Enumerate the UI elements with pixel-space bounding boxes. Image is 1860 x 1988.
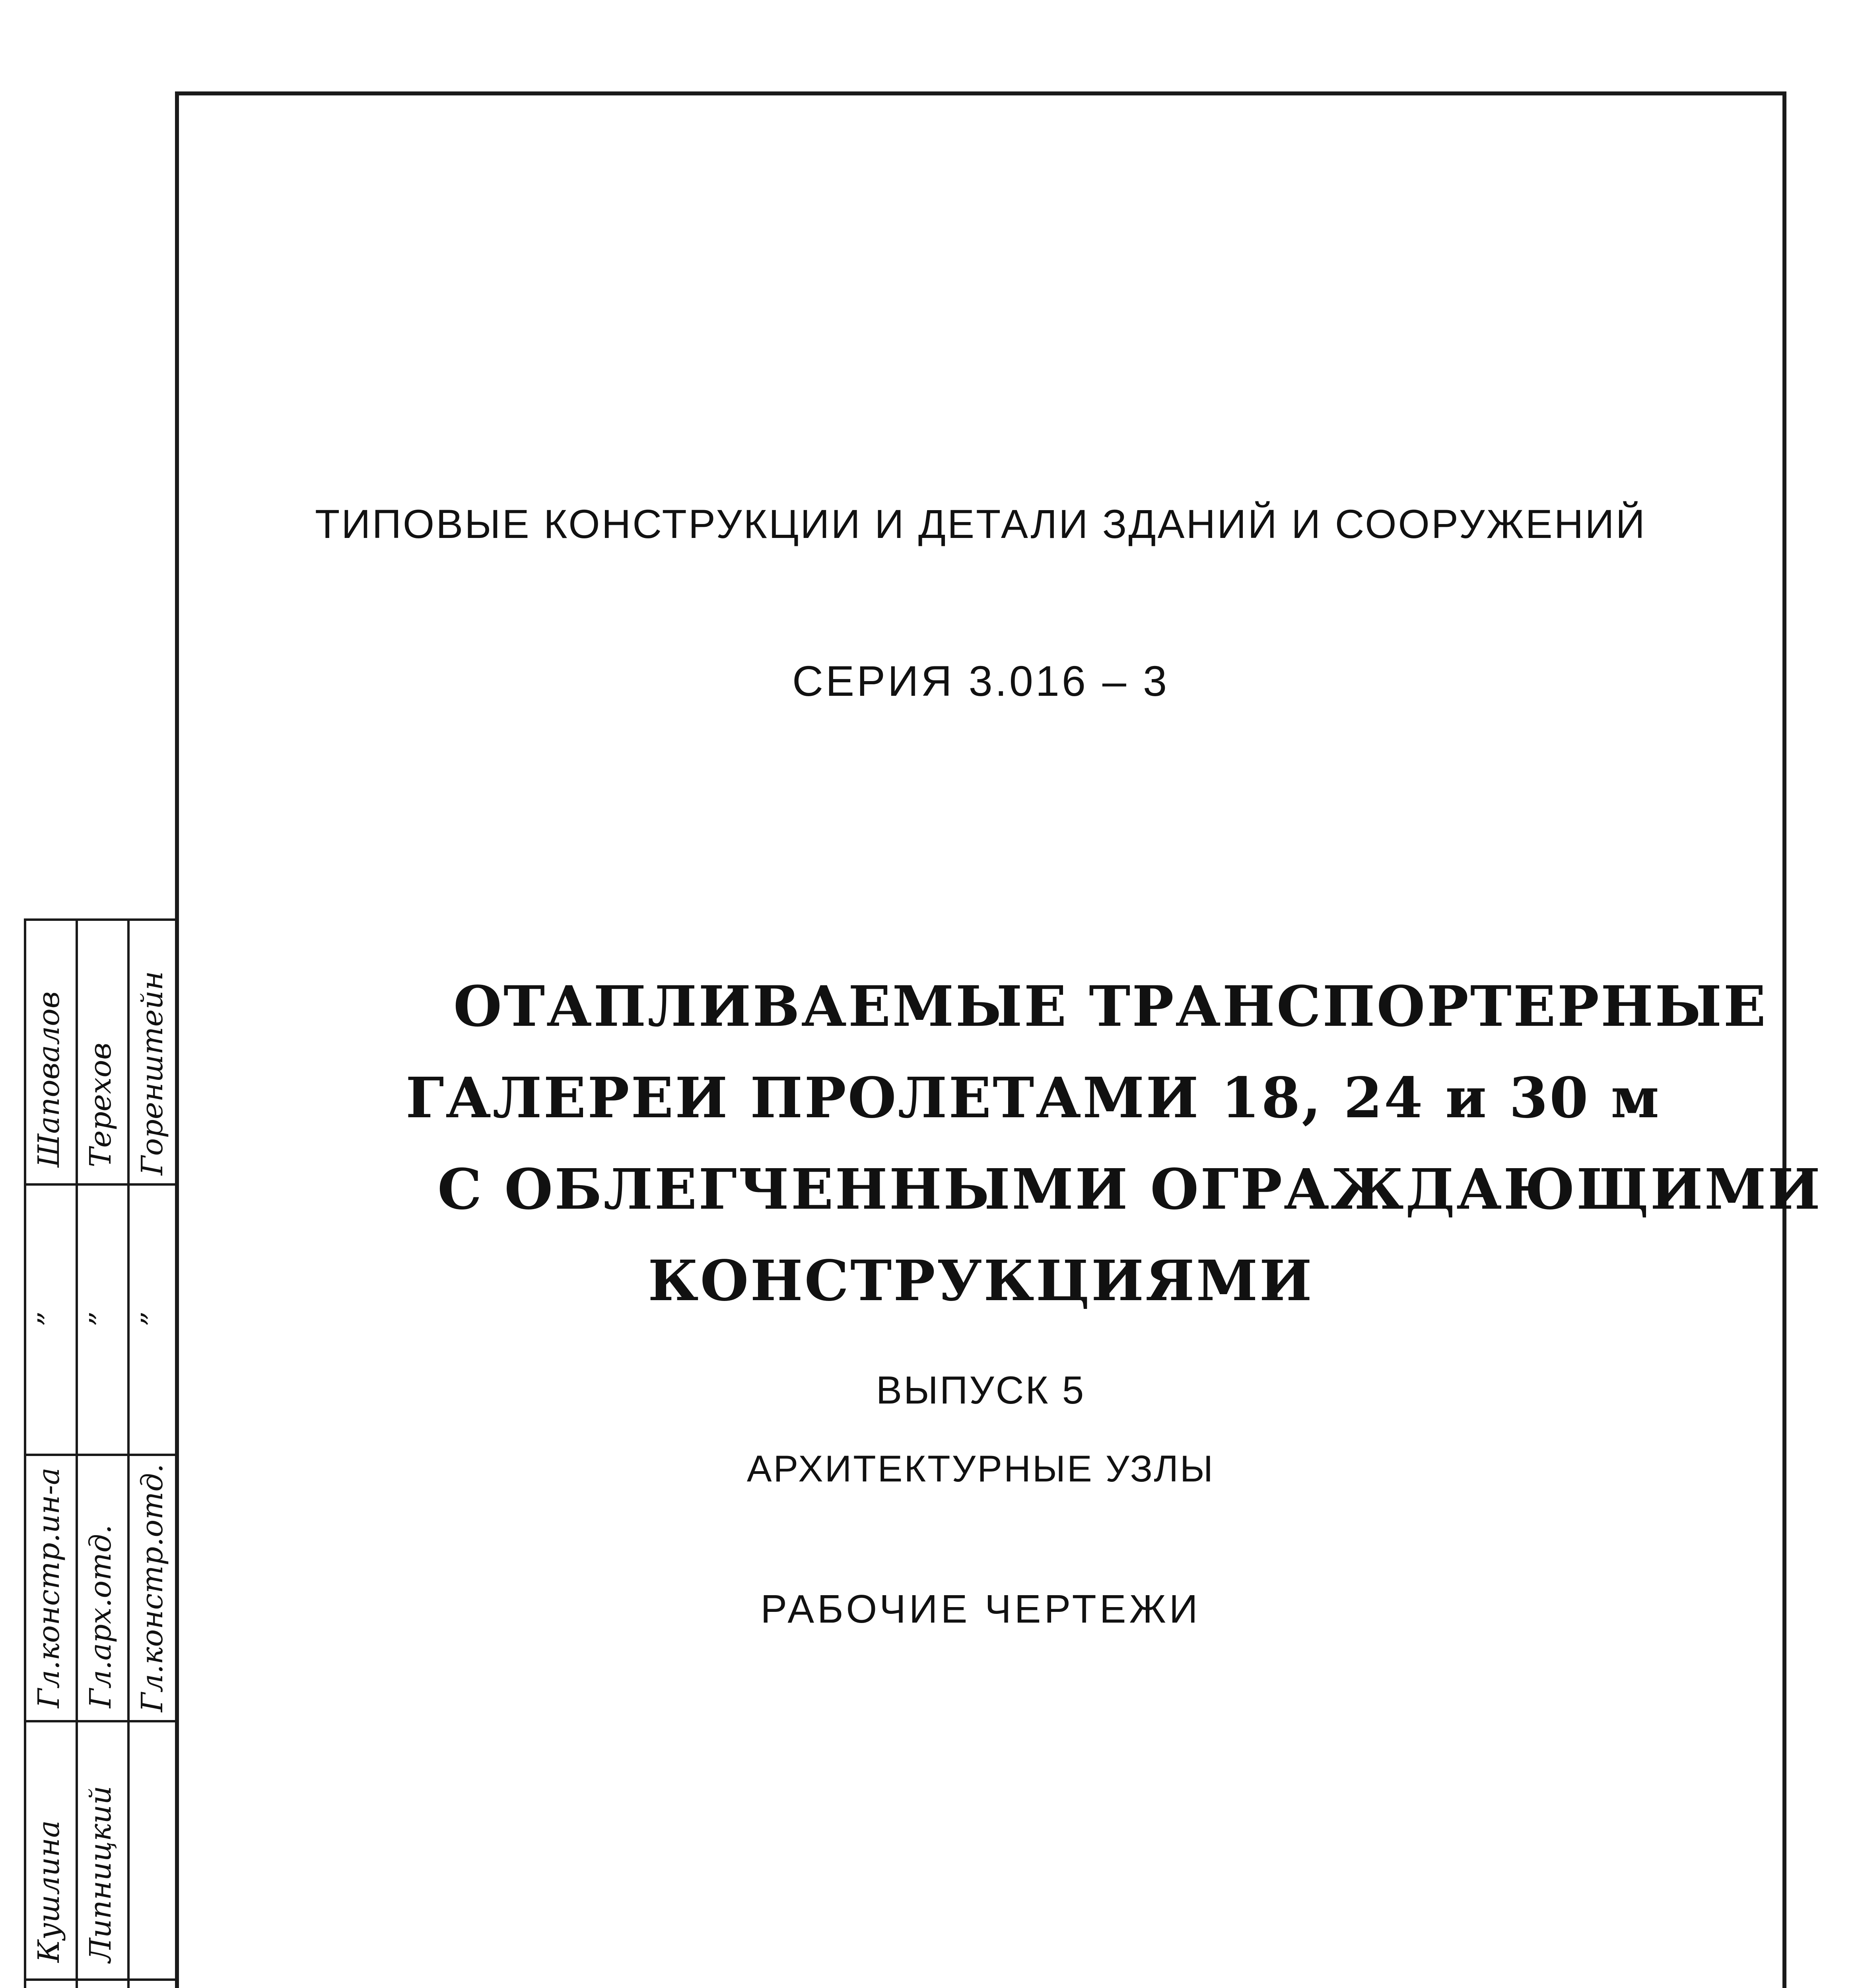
issue-label: ВЫПУСК 5 <box>876 1368 1086 1412</box>
stamp-row-divider <box>26 1978 177 1981</box>
stamp-name: Липницкий <box>84 1786 118 1963</box>
stamp-position: Гл.констр.ин-а <box>32 1467 66 1708</box>
stamp-position: Гл.арх.отд. <box>84 1524 118 1708</box>
drawings-label: РАБОЧИЕ ЧЕРТЕЖИ <box>760 1587 1201 1631</box>
title-line-2: ГАЛЕРЕИ ПРОЛЕТАМИ 18, 24 и 30 м <box>406 1066 1661 1131</box>
stamp-name: Терехов <box>84 1043 118 1167</box>
stamp-ditto: ” <box>32 1311 66 1326</box>
stamp-name: Кушлина <box>32 1820 66 1963</box>
subtitle: АРХИТЕКТУРНЫЕ УЗЛЫ <box>746 1448 1215 1489</box>
stamp-ditto: ” <box>135 1311 169 1326</box>
stamp-name: Горенштейн <box>135 971 169 1175</box>
header-line: ТИПОВЫЕ КОНСТРУКЦИИ И ДЕТАЛИ ЗДАНИЙ И СООРУЖЕНИЙ <box>315 501 1646 547</box>
title-line-4: КОНСТРУКЦИЯМИ <box>648 1248 1314 1314</box>
title-line-1: ОТАПЛИВАЕМЫЕ ТРАНСПОРТЕРНЫЕ <box>453 974 1768 1039</box>
page-frame <box>175 91 1786 1988</box>
stamp-row-divider <box>26 1454 177 1456</box>
stamp-row-divider <box>26 1183 177 1186</box>
series-label: СЕРИЯ 3.016 – 3 <box>792 657 1170 705</box>
title-line-3: С ОБЛЕГЧЕННЫМИ ОГРАЖДАЮЩИМИ <box>437 1157 1822 1222</box>
side-stamp <box>24 918 179 1988</box>
stamp-position: Гл.констр.отд. <box>135 1464 169 1712</box>
stamp-ditto: ” <box>84 1311 118 1326</box>
stamp-name: Шаповалов <box>32 991 66 1167</box>
stamp-row-divider <box>26 1720 177 1722</box>
